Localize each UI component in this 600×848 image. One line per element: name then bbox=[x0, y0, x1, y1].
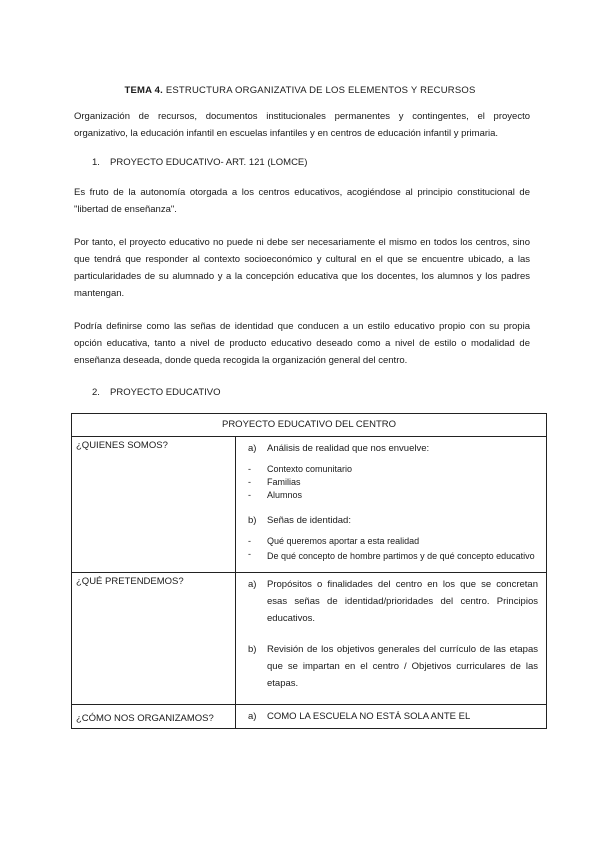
bullet-item: - Contexto comunitario bbox=[248, 464, 353, 474]
bullet-item: - De qué concepto de hombre partimos y de qué concepto educativo bbox=[248, 549, 535, 561]
section-1-number: 1. bbox=[92, 157, 100, 168]
section-1-paragraph-3: Podría definirse como las señas de identidad que conducen a un estilo educativo propio con su propia opción educativa, tanto a nivel de producto educativo deseado como a nivel de estilo o modalidad de enseñanza deseada, donde queda recogida la organización general del centro. bbox=[74, 321, 530, 366]
intro-paragraph: Organización de recursos, documentos institucionales permanentes y contingentes, el proyecto organizativo, la educación infantil en escuelas infantiles y en centros de educación infantil y primaria. bbox=[74, 111, 530, 139]
section-2-heading bbox=[92, 387, 221, 398]
row-question: ¿QUIENES SOMOS? bbox=[72, 437, 236, 573]
item-label: a) bbox=[248, 711, 257, 722]
bullet-list bbox=[248, 535, 538, 564]
bullet-item: - Alumnos bbox=[248, 490, 303, 500]
row-answer bbox=[236, 573, 547, 705]
bullet-item: - Qué queremos aportar a esta realidad bbox=[248, 536, 420, 546]
title-topic-number: TEMA 4. bbox=[124, 85, 163, 96]
item-text: Análisis de realidad que nos envuelve: bbox=[267, 443, 430, 454]
table-header: PROYECTO EDUCATIVO DEL CENTRO bbox=[72, 414, 547, 437]
section-2-title: PROYECTO EDUCATIVO bbox=[110, 387, 221, 398]
item-label: b) bbox=[248, 515, 257, 526]
row-answer bbox=[236, 705, 547, 729]
item-label: a) bbox=[248, 443, 257, 454]
table-header-row bbox=[72, 414, 547, 437]
list-item bbox=[248, 641, 538, 692]
list-item bbox=[248, 708, 538, 725]
item-label: b) bbox=[248, 644, 257, 655]
bullet-list bbox=[248, 463, 538, 502]
title-text: ESTRUCTURA ORGANIZATIVA DE LOS ELEMENTOS Y RECURSOS bbox=[165, 85, 476, 96]
page-title bbox=[0, 85, 600, 96]
list-item bbox=[248, 440, 538, 457]
section-1-title: PROYECTO EDUCATIVO- ART. 121 (LOMCE) bbox=[110, 157, 308, 168]
section-1-paragraph-1: Es fruto de la autonomía otorgada a los centros educativos, acogiéndose al principio constitucional de "libertad de enseñanza". bbox=[74, 187, 530, 215]
row-question: ¿QUÉ PRETENDEMOS? bbox=[72, 573, 236, 705]
project-table bbox=[71, 413, 547, 729]
item-text: COMO LA ESCUELA NO ESTÁ SOLA ANTE EL bbox=[267, 711, 471, 722]
section-1-paragraph-2: Por tanto, el proyecto educativo no puede ni debe ser necesariamente el mismo en todos los centros, sino que tendrá que responder al contexto socioeconómico y cultural en el que se encuentre ubicado, a las particularidades de su alumnado y a la concepción educativa que los docentes, los alumnos y los padres mantengan. bbox=[74, 237, 530, 299]
item-text: Señas de identidad: bbox=[267, 515, 351, 526]
table-row bbox=[72, 573, 547, 705]
list-item bbox=[248, 576, 538, 627]
table-row bbox=[72, 705, 547, 729]
item-label: a) bbox=[248, 579, 257, 590]
table-row bbox=[72, 437, 547, 573]
section-2-number: 2. bbox=[92, 387, 100, 398]
bullet-item: - Familias bbox=[248, 477, 301, 487]
row-question: ¿CÓMO NOS ORGANIZAMOS? bbox=[72, 705, 236, 729]
section-1-heading bbox=[92, 157, 307, 168]
row-answer bbox=[236, 437, 547, 573]
item-text: Revisión de los objetivos generales del currículo de las etapas que se impartan en el centro / Objetivos curriculares de las etapas. bbox=[267, 644, 538, 689]
list-item bbox=[248, 512, 538, 529]
item-text: Propósitos o finalidades del centro en los que se concretan esas señas de identidad/prioridades del centro. Principios educativos. bbox=[267, 579, 538, 624]
